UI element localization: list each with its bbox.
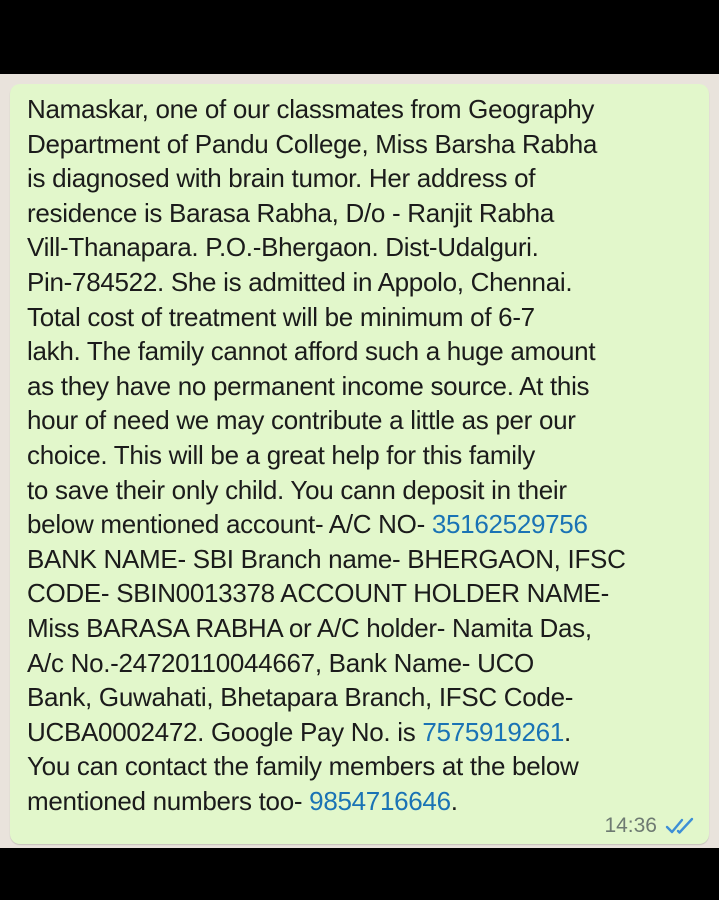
message-line: CODE- SBIN0013378 ACCOUNT HOLDER NAME-	[27, 578, 609, 609]
message-line: You can contact the family members at the below	[27, 751, 579, 782]
message-line: lakh. The family cannot afford such a huge amount	[27, 336, 596, 367]
message-line-text: below mentioned account- A/C NO-	[27, 509, 432, 540]
account-number-link[interactable]: 35162529756	[431, 509, 588, 540]
contact-number-link[interactable]: 9854716646	[309, 785, 451, 816]
message-line-text: mentioned numbers too-	[27, 785, 310, 816]
message-line: hour of need we may contribute a little as per our	[27, 405, 576, 436]
message-line: choice. This will be a great help for this family	[27, 439, 535, 470]
message-line-text: .	[450, 785, 458, 816]
message-line	[27, 715, 709, 750]
message-line: Department of Pandu College, Miss Barsha Rabha	[27, 128, 598, 159]
message-line: as they have no permanent income source. At this	[27, 370, 590, 401]
gpay-number-link[interactable]: 7575919261	[422, 716, 564, 747]
message-line: Namaskar, one of our classmates from Geography	[27, 94, 595, 124]
message-line: Total cost of treatment will be minimum of 6-7	[27, 301, 535, 332]
message-line-text: UCBA0002472. Google Pay No. is	[27, 716, 423, 747]
message-line-text: .	[564, 716, 571, 747]
message-text	[27, 92, 709, 818]
message-line: to save their only child. You cann deposit in their	[27, 474, 567, 505]
message-meta	[604, 814, 695, 838]
chat-area	[0, 74, 719, 848]
message-line: Pin-784522. She is admitted in Appolo, Chennai.	[27, 266, 573, 297]
message-line: BANK NAME- SBI Branch name- BHERGAON, IFSC	[27, 543, 626, 574]
message-line: Miss BARASA RABHA or A/C holder- Namita Das,	[27, 612, 592, 643]
message-line: Bank, Guwahati, Bhetapara Branch, IFSC Code-	[27, 682, 574, 713]
message-line	[27, 507, 709, 542]
message-line: A/c No.-24720110044667, Bank Name- UCO	[27, 647, 534, 678]
message-line: Vill-Thanapara. P.O.-Bhergaon. Dist-Udalguri.	[27, 232, 539, 263]
message-line: is diagnosed with brain tumor. Her address of	[27, 163, 536, 194]
message-time: 14:36	[604, 814, 657, 837]
double-check-read-icon	[665, 817, 695, 835]
message-line: residence is Barasa Rabha, D/o - Ranjit Rabha	[27, 197, 555, 228]
message-bubble[interactable]	[10, 84, 709, 844]
